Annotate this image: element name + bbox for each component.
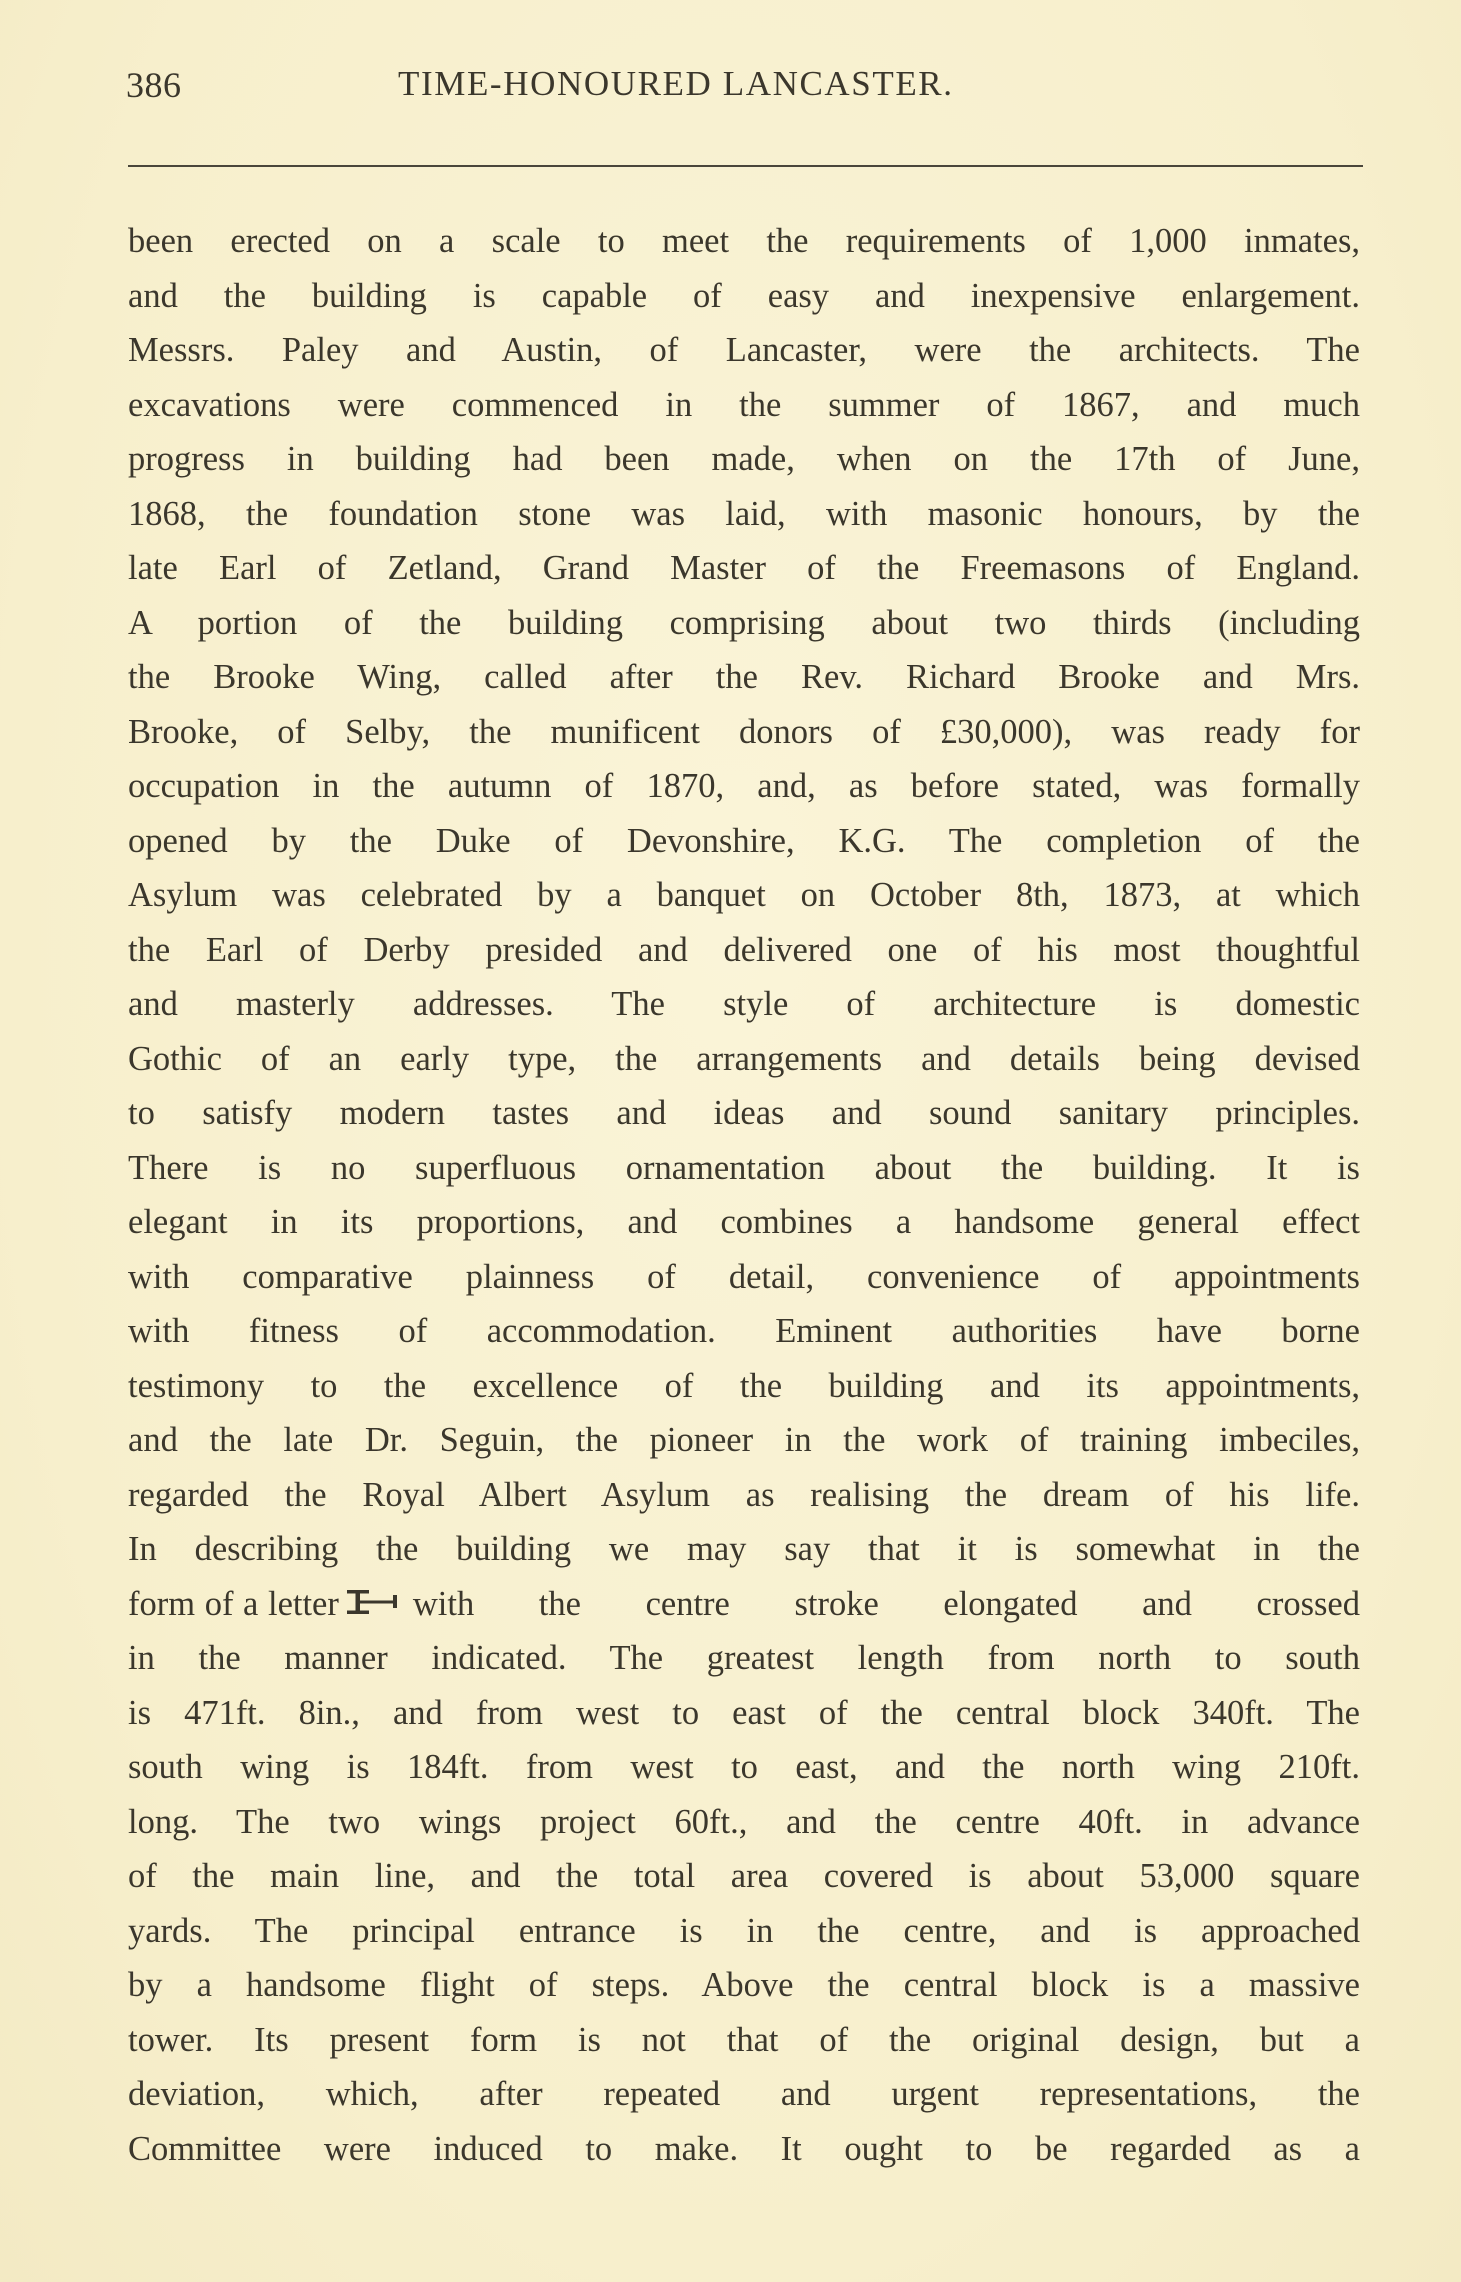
text-line: regarded the Royal Albert Asylum as realising the dream of his life.	[128, 1475, 1360, 1514]
page-number: 386	[126, 65, 182, 105]
text-line: and the building is capable of easy and inexpensive enlargement.	[128, 276, 1360, 315]
text-line: elegant in its proportions, and combines a handsome general effect	[128, 1203, 1360, 1241]
text-line: Messrs. Paley and Austin, of Lancaster, were the architects. The	[128, 331, 1360, 369]
running-head: TIME-HONOURED LANCASTER.	[398, 64, 954, 103]
text-line: with fitness of accommodation. Eminent authorities have borne	[128, 1312, 1360, 1350]
text-line: testimony to the excellence of the building and its appointments,	[128, 1366, 1360, 1405]
text-line: Brooke, of Selby, the munificent donors of £30,000), was ready for	[128, 712, 1360, 751]
text-line: progress in building had been made, when on the 17th of June,	[128, 440, 1360, 478]
text-line: deviation, which, after repeated and urgent representations, the	[128, 2075, 1360, 2113]
text-line-with-glyph	[128, 1577, 1360, 1632]
text-line: of the main line, and the total area covered is about 53,000 square	[128, 1857, 1360, 1895]
text-line: been erected on a scale to meet the requirements of 1,000 inmates,	[128, 222, 1360, 260]
text-line: Asylum was celebrated by a banquet on October 8th, 1873, at which	[128, 876, 1360, 914]
text-line: south wing is 184ft. from west to east, and the north wing 210ft.	[128, 1748, 1360, 1786]
h-plan-glyph-icon	[345, 1577, 401, 1632]
text-line: long. The two wings project 60ft., and the centre 40ft. in advance	[128, 1802, 1360, 1841]
text-line: yards. The principal entrance is in the centre, and is approached	[128, 1911, 1360, 1950]
text-line: with comparative plainness of detail, convenience of appointments	[128, 1257, 1360, 1296]
text-line: by a handsome flight of steps. Above the central block is a massive	[128, 1966, 1360, 2004]
text-line: tower. Its present form is not that of the original design, but a	[128, 2020, 1360, 2059]
text-line: to satisfy modern tastes and ideas and sound sanitary principles.	[128, 1094, 1360, 1132]
text-line: 1868, the foundation stone was laid, with masonic honours, by the	[128, 494, 1360, 533]
text-line: in the manner indicated. The greatest length from north to south	[128, 1639, 1360, 1677]
text-line: Gothic of an early type, the arrangements and details being devised	[128, 1039, 1360, 1078]
text-line: occupation in the autumn of 1870, and, as before stated, was formally	[128, 767, 1360, 805]
text-line: opened by the Duke of Devonshire, K.G. The completion of the	[128, 821, 1360, 860]
text-line: late Earl of Zetland, Grand Master of the Freemasons of England.	[128, 549, 1360, 587]
text-line: Committee were induced to make. It ought to be regarded as a	[128, 2129, 1360, 2168]
text-line: In describing the building we may say that it is somewhat in the	[128, 1530, 1360, 1568]
glyph-line-after: with the centre stroke elongated and crossed	[412, 1584, 1360, 1623]
text-line: excavations were commenced in the summer of 1867, and much	[128, 385, 1360, 424]
text-line: is 471ft. 8in., and from west to east of the central block 340ft. The	[128, 1693, 1360, 1732]
text-line: A portion of the building comprising about two thirds (including	[128, 603, 1360, 642]
header-rule	[128, 165, 1363, 167]
body-text	[128, 214, 1360, 2176]
text-line: the Earl of Derby presided and delivered one of his most thoughtful	[128, 930, 1360, 969]
text-line: and the late Dr. Seguin, the pioneer in the work of training imbeciles,	[128, 1421, 1360, 1459]
text-line: the Brooke Wing, called after the Rev. Richard Brooke and Mrs.	[128, 658, 1360, 696]
glyph-line-before: form of a letter	[128, 1584, 339, 1623]
text-line: There is no superfluous ornamentation about the building. It is	[128, 1148, 1360, 1187]
text-line: and masterly addresses. The style of architecture is domestic	[128, 985, 1360, 1023]
